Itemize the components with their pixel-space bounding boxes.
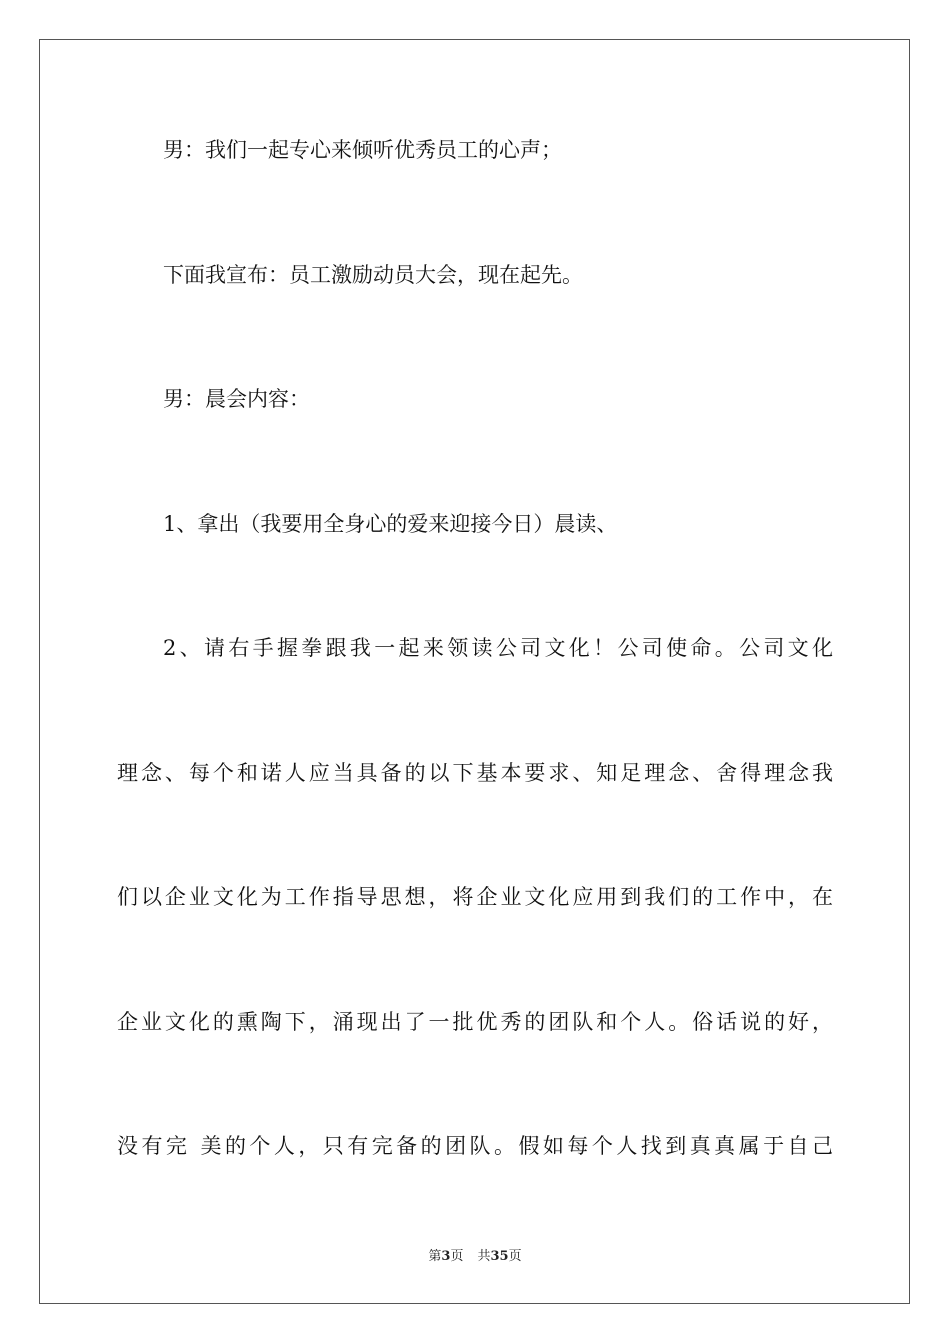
footer-page-suffix: 页 — [450, 1249, 464, 1264]
paragraph-line-8: 企业文化的熏陶下，涌现出了一批优秀的团队和个人。俗话说的好， — [117, 1010, 833, 1034]
footer-total-suffix: 页 — [508, 1249, 522, 1264]
paragraph-line-1: 男：我们一起专心来倾听优秀员工的心声； — [163, 138, 562, 162]
footer-total-prefix: 共 — [477, 1249, 491, 1264]
footer-total-pages: 35 — [490, 1249, 509, 1264]
page-border — [39, 39, 910, 1304]
paragraph-line-5: 2、请右手握拳跟我一起来领读公司文化！公司使命。公司文化 — [163, 636, 833, 660]
paragraph-line-6: 理念、每个和诺人应当具备的以下基本要求、知足理念、舍得理念我 — [117, 761, 833, 785]
page-footer — [0, 1249, 950, 1265]
paragraph-line-3: 男：晨会内容： — [163, 387, 310, 411]
paragraph-line-4: 1、拿出（我要用全身心的爱来迎接今日）晨读、 — [163, 512, 618, 536]
paragraph-line-7: 们以企业文化为工作指导思想，将企业文化应用到我们的工作中，在 — [117, 885, 833, 909]
footer-page-number: 3 — [441, 1249, 451, 1264]
footer-page-prefix: 第 — [428, 1249, 442, 1264]
paragraph-line-9: 没有完 美的个人，只有完备的团队。假如每个人找到真真属于自己 — [117, 1134, 833, 1158]
paragraph-line-2: 下面我宣布：员工激励动员大会，现在起先。 — [163, 263, 583, 287]
